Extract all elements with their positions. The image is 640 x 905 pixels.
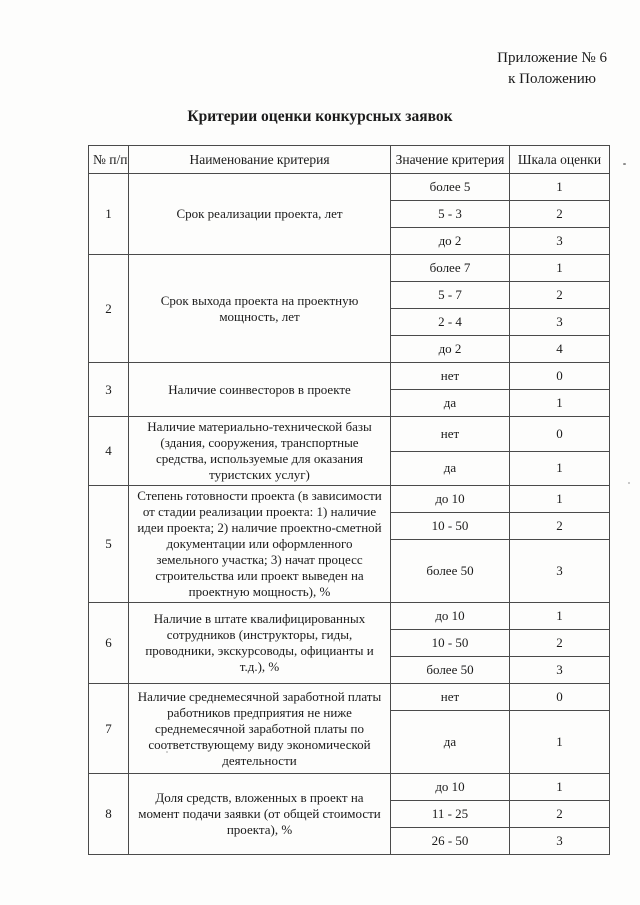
criterion-cell: Доля средств, вложенных в проект на момент подачи заявки (от общей стоимости проекта), %: [129, 774, 391, 855]
row-number-cell: 7: [89, 684, 129, 774]
header-cell: № п/п: [89, 146, 129, 174]
scan-artifact: [628, 482, 630, 484]
table-row: [89, 255, 610, 282]
criterion-cell: Наличие соинвесторов в проекте: [129, 363, 391, 417]
header-cell: Шкала оценки: [510, 146, 610, 174]
score-cell: 1: [510, 774, 610, 801]
score-cell: 2: [510, 282, 610, 309]
scan-artifact: [166, 751, 168, 753]
score-cell: 3: [510, 828, 610, 855]
score-cell: 1: [510, 451, 610, 486]
score-cell: 2: [510, 201, 610, 228]
criterion-cell: Степень готовности проекта (в зависимости от стадии реализации проекта: 1) наличие идеи проекта; 2) наличие проектно-сметной документации или оформленного земельного участка; 3) начат процесс строительства или проект выведен на проектную мощность), %: [129, 486, 391, 603]
header-row: [89, 146, 610, 174]
criterion-cell: Наличие материально-технической базы (здания, сооружения, транспортные средства, используемые для оказания туристских услуг): [129, 417, 391, 486]
score-cell: 1: [510, 711, 610, 774]
value-cell: 5 - 3: [391, 201, 510, 228]
value-cell: до 10: [391, 486, 510, 513]
value-cell: до 2: [391, 228, 510, 255]
score-cell: 0: [510, 684, 610, 711]
table-row: [89, 417, 610, 452]
table-row: [89, 774, 610, 801]
table-row: [89, 603, 610, 630]
score-cell: 4: [510, 336, 610, 363]
score-cell: 3: [510, 309, 610, 336]
criteria-table: [88, 145, 610, 855]
scan-artifact: [623, 163, 626, 165]
value-cell: более 50: [391, 657, 510, 684]
value-cell: 10 - 50: [391, 630, 510, 657]
appendix-line-1: Приложение № 6: [497, 50, 607, 66]
appendix-header: [497, 48, 607, 90]
score-cell: 3: [510, 540, 610, 603]
value-cell: 5 - 7: [391, 282, 510, 309]
score-cell: 3: [510, 657, 610, 684]
score-cell: 2: [510, 801, 610, 828]
value-cell: до 10: [391, 603, 510, 630]
value-cell: более 5: [391, 174, 510, 201]
score-cell: 1: [510, 255, 610, 282]
value-cell: нет: [391, 417, 510, 452]
header-cell: Наименование критерия: [129, 146, 391, 174]
score-cell: 1: [510, 603, 610, 630]
score-cell: 1: [510, 486, 610, 513]
row-number-cell: 4: [89, 417, 129, 486]
value-cell: 10 - 50: [391, 513, 510, 540]
criterion-cell: Срок реализации проекта, лет: [129, 174, 391, 255]
score-cell: 0: [510, 417, 610, 452]
score-cell: 1: [510, 174, 610, 201]
value-cell: да: [391, 451, 510, 486]
row-number-cell: 2: [89, 255, 129, 363]
value-cell: более 7: [391, 255, 510, 282]
value-cell: 11 - 25: [391, 801, 510, 828]
criterion-cell: Срок выхода проекта на проектную мощность, лет: [129, 255, 391, 363]
row-number-cell: 6: [89, 603, 129, 684]
header-cell: Значение критерия: [391, 146, 510, 174]
score-cell: 3: [510, 228, 610, 255]
row-number-cell: 5: [89, 486, 129, 603]
score-cell: 1: [510, 390, 610, 417]
row-number-cell: 1: [89, 174, 129, 255]
value-cell: да: [391, 390, 510, 417]
value-cell: до 2: [391, 336, 510, 363]
row-number-cell: 3: [89, 363, 129, 417]
value-cell: нет: [391, 684, 510, 711]
value-cell: 2 - 4: [391, 309, 510, 336]
score-cell: 0: [510, 363, 610, 390]
table-row: [89, 363, 610, 390]
score-cell: 2: [510, 513, 610, 540]
value-cell: до 10: [391, 774, 510, 801]
value-cell: нет: [391, 363, 510, 390]
table-row: [89, 174, 610, 201]
criterion-cell: Наличие в штате квалифицированных сотрудников (инструкторы, гиды, проводники, экскурсоводы, официанты и т.д.), %: [129, 603, 391, 684]
table-head: [89, 146, 610, 174]
table-row: [89, 684, 610, 711]
page-title: Критерии оценки конкурсных заявок: [187, 108, 453, 125]
row-number-cell: 8: [89, 774, 129, 855]
criterion-cell: Наличие среднемесячной заработной платы работников предприятия не ниже среднемесячной заработной платы по соответствующему виду экономической деятельности: [129, 684, 391, 774]
score-cell: 2: [510, 630, 610, 657]
value-cell: более 50: [391, 540, 510, 603]
table-row: [89, 486, 610, 513]
value-cell: да: [391, 711, 510, 774]
value-cell: 26 - 50: [391, 828, 510, 855]
appendix-line-2: к Положению: [508, 71, 597, 87]
